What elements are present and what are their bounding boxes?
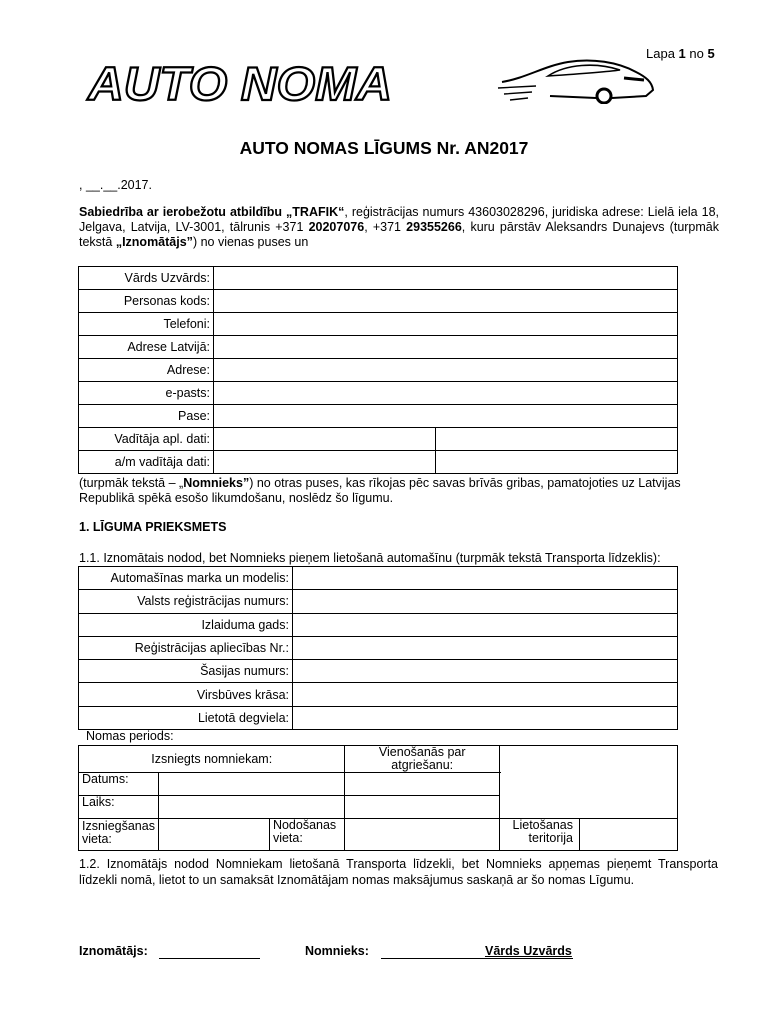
- phones-field[interactable]: [214, 313, 678, 336]
- return-time-field[interactable]: [345, 796, 500, 819]
- page-number: Lapa 1 no 5: [646, 46, 715, 61]
- field-label: Adrese:: [79, 359, 214, 382]
- table-row: [79, 313, 678, 336]
- table-row: [79, 706, 678, 729]
- latvia-address-field[interactable]: [214, 336, 678, 359]
- rental-notes-field[interactable]: [500, 746, 678, 819]
- table-row: [79, 567, 678, 590]
- address-field[interactable]: [214, 359, 678, 382]
- field-label: Reģistrācijas apliecības Nr.:: [79, 636, 293, 659]
- section-heading: 1. LĪGUMA PRIEKSMETS: [79, 520, 227, 534]
- table-row: [79, 683, 678, 706]
- auto-noma-logo: [84, 56, 404, 108]
- fuel-type-field[interactable]: [293, 706, 678, 729]
- table-row: [79, 267, 678, 290]
- registration-number-field[interactable]: [293, 590, 678, 613]
- territory-label: Lietošanas teritorija: [500, 819, 580, 851]
- field-label: Vadītāja apl. dati:: [79, 428, 214, 451]
- table-row: [79, 290, 678, 313]
- return-date-field[interactable]: [345, 773, 500, 796]
- field-label: Izlaiduma gads:: [79, 613, 293, 636]
- issue-date-field[interactable]: [158, 773, 344, 796]
- contract-title: AUTO NOMAS LĪGUMS Nr. AN2017: [239, 138, 529, 158]
- table-row: [79, 660, 678, 683]
- territory-field[interactable]: [580, 819, 678, 851]
- return-header: Vienošanās par atgriešanu:: [345, 746, 500, 773]
- table-row: [79, 382, 678, 405]
- clause-1-1: 1.1. Iznomātais nodod, bet Nomnieks pieņem lietošanā automašīnu (turpmāk tekstā Transporta līdzeklis):: [79, 551, 661, 565]
- car-icon: [496, 52, 656, 104]
- table-row: [79, 746, 678, 773]
- issued-header: Izsniegts nomniekam:: [79, 746, 345, 773]
- personal-code-field[interactable]: [214, 290, 678, 313]
- field-label: Šasijas numurs:: [79, 660, 293, 683]
- field-label: Personas kods:: [79, 290, 214, 313]
- tenant-paragraph: (turpmāk tekstā – „Nomnieks”) no otras puses, kas rīkojas pēc savas brīvās gribas, pamatojoties uz Latvijas Republikā spēkā esošo likumdošanu, noslēdz šo līgumu.: [79, 476, 681, 505]
- driver-license-extra-field[interactable]: [436, 428, 678, 451]
- table-row: [79, 819, 678, 851]
- field-label: Pase:: [79, 405, 214, 428]
- tenant-table: [78, 266, 678, 474]
- date-line: , __.__.2017.: [79, 178, 152, 192]
- table-row: [79, 428, 678, 451]
- return-place-field[interactable]: [345, 819, 500, 851]
- table-row: [79, 359, 678, 382]
- field-label: e-pasts:: [79, 382, 214, 405]
- field-label: Vārds Uzvārds:: [79, 267, 214, 290]
- body-color-field[interactable]: [293, 683, 678, 706]
- field-label: Lietotā degviela:: [79, 706, 293, 729]
- registration-certificate-field[interactable]: [293, 636, 678, 659]
- field-label: a/m vadītāja dati:: [79, 451, 214, 474]
- field-label: Virsbūves krāsa:: [79, 683, 293, 706]
- email-field[interactable]: [214, 382, 678, 405]
- issue-place-label: Izsniegšanas vieta:: [79, 819, 159, 851]
- field-label: Telefoni:: [79, 313, 214, 336]
- field-label: Adrese Latvijā:: [79, 336, 214, 359]
- rental-period-label: Nomas periods:: [86, 729, 174, 743]
- table-row: [79, 451, 678, 474]
- make-model-field[interactable]: [293, 567, 678, 590]
- table-row: [79, 636, 678, 659]
- date-label: Datums:: [79, 773, 159, 796]
- name-field[interactable]: [214, 267, 678, 290]
- production-year-field[interactable]: [293, 613, 678, 636]
- vehicle-driver-extra-field[interactable]: [436, 451, 678, 474]
- table-row: [79, 613, 678, 636]
- field-label: Valsts reģistrācijas numurs:: [79, 590, 293, 613]
- intro-paragraph: Sabiedrība ar ierobežotu atbildību „TRAFIK“, reģistrācijas numurs 43603028296, juridiska adrese: Lielā iela 18, Jelgava, Latvija, LV-3001, tālrunis +371 20207076, +371 29355266, kuru pārstāv Aleksandrs Dunajevs (turpmāk tekstā „Iznomātājs”) no vienas puses un: [79, 205, 719, 249]
- time-label: Laiks:: [79, 796, 159, 819]
- lessor-signature-label: Iznomātājs:: [79, 944, 148, 958]
- issue-time-field[interactable]: [158, 796, 344, 819]
- tenant-signature-label: Nomnieks:: [305, 944, 369, 958]
- clause-1-2: 1.2. Iznomātājs nodod Nomniekam lietošanā Transporta līdzekli, bet Nomnieks apņemas pieņemt Transporta līdzekli nomā, lietot to un samaksāt Iznomātājam nomas maksājumus saskaņā ar šo nomas Līgumu.: [79, 857, 718, 887]
- tenant-signature-line[interactable]: [381, 958, 573, 959]
- passport-field[interactable]: [214, 405, 678, 428]
- vehicle-driver-field[interactable]: [214, 451, 436, 474]
- table-row: [79, 336, 678, 359]
- tenant-name: Vārds Uzvārds: [485, 944, 572, 958]
- vehicle-table: [78, 566, 678, 730]
- return-place-label: Nodošanas vieta:: [272, 818, 337, 845]
- driver-license-field[interactable]: [214, 428, 436, 451]
- table-row: [79, 590, 678, 613]
- chassis-number-field[interactable]: [293, 660, 678, 683]
- table-row: [79, 405, 678, 428]
- issue-place-field[interactable]: [159, 819, 269, 850]
- svg-text:AUTO NOMA: AUTO NOMA: [86, 57, 392, 108]
- lessor-signature-line[interactable]: [159, 958, 260, 959]
- rental-period-table: [78, 745, 678, 851]
- field-label: Automašīnas marka un modelis:: [79, 567, 293, 590]
